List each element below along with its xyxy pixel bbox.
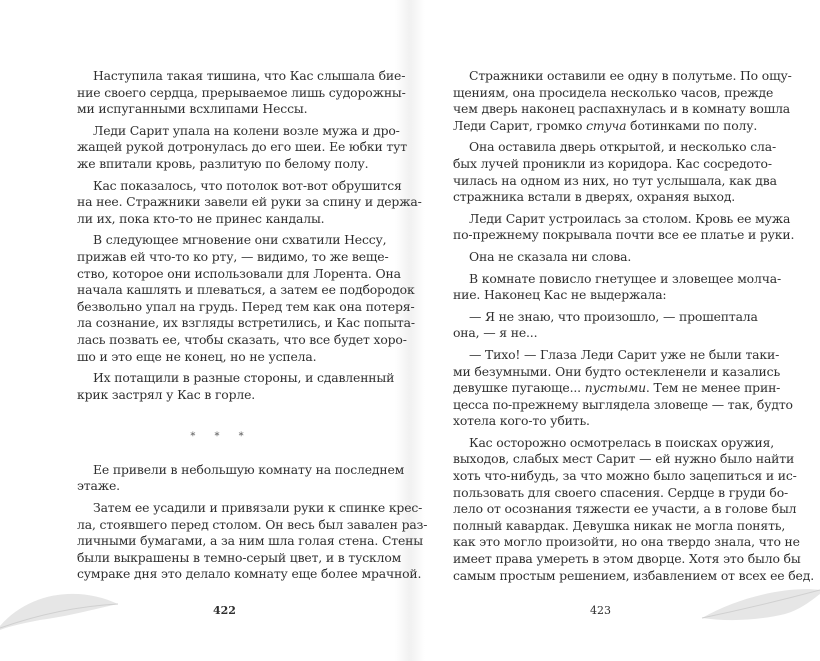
text-segment: Кас показалось, что потолок вот-вот обрушится (93, 177, 402, 193)
text-line (77, 84, 406, 102)
paragraph (453, 249, 741, 266)
text-line (453, 534, 800, 551)
text-segment: жащей рукой дотронулась до его шеи. Ее юбки тут (77, 139, 407, 155)
italic-word: стуча (586, 117, 627, 133)
paragraph (453, 270, 782, 304)
text-line (453, 139, 776, 156)
paragraph (453, 346, 793, 430)
text-line (77, 122, 400, 140)
text-line (77, 370, 395, 387)
left-section-2 (77, 461, 428, 583)
text-segment: Она не сказала ни слова. (469, 248, 632, 264)
text-segment: Она оставила дверь открытой, и несколько сла- (469, 139, 776, 155)
text-line (77, 68, 406, 85)
text-line (453, 308, 758, 326)
text-line (77, 566, 422, 583)
text-segment: она, — я не... (453, 325, 538, 341)
page-number-left: 422 (213, 604, 236, 617)
text-line (77, 177, 402, 195)
text-line (77, 139, 407, 156)
text-segment: ние своего сердца, прерываемое лишь судорожны- (77, 84, 406, 100)
text-segment: щениям, она просидела несколько часов, прежде (453, 84, 774, 100)
text-segment: прижав ей что-то ко рту, — видимо, то же веще- (77, 248, 389, 264)
text-line (77, 211, 365, 228)
text-segment: полный кавардак. Девушка никак не могла понять, (453, 517, 786, 533)
text-segment: — Я не знаю, что произошло, — прошептала (469, 308, 758, 324)
text-segment: ла, стоявшего перед столом. Он весь был завален раз- (77, 516, 428, 532)
text-segment: крик застрял у Кас в горле. (77, 386, 256, 402)
text-segment: — Тихо! — Глаза Леди Сарит уже не были таки- (469, 346, 780, 362)
text-segment: Ее привели в небольшую комнату на последнем (93, 461, 405, 477)
text-line (77, 101, 365, 118)
text-segment: стражника встали в дверях, охраняя выход. (453, 189, 736, 205)
text-line (453, 249, 741, 266)
text-segment: были выкрашены в темно-серый цвет, и в тусклом (77, 549, 402, 565)
text-segment: по-прежнему покрывала почти все ее платье и руки. (453, 227, 795, 243)
text-line (77, 461, 405, 479)
text-segment: самым простым решением, избавлением от всех ее бед. (453, 567, 814, 583)
feather-ornament-icon (0, 586, 120, 636)
text-segment: начала кашлять и плеваться, а затем ее подбородок (77, 282, 415, 298)
text-segment: шо и это еще не конец, но не успела. (77, 348, 317, 364)
text-segment: цесса по-прежнему выглядела зловеще — так, будто (453, 396, 793, 412)
text-line (453, 567, 814, 585)
paragraph (77, 461, 405, 495)
text-line (453, 517, 786, 535)
text-line (77, 549, 402, 567)
paragraph (77, 500, 428, 583)
text-segment: девушке пугающе... (453, 380, 585, 396)
text-line (77, 500, 423, 517)
text-line (77, 478, 365, 495)
text-line (453, 346, 780, 364)
paragraph (77, 232, 415, 365)
text-segment: бых лучей проникли из коридора. Кас сосредото- (453, 155, 772, 171)
text-line (77, 349, 365, 366)
paragraph (453, 68, 792, 134)
text-segment: ство, которое они использовали для Лорента. Она (77, 265, 401, 281)
text-line (453, 101, 791, 118)
text-segment: имеет права умереть в этом дворце. Хотя это было бы (453, 551, 801, 567)
right-text (453, 68, 814, 584)
text-line (453, 325, 741, 342)
text-segment: В следующее мгновение они схватили Нессу, (93, 232, 387, 248)
text-segment: Наступила такая тишина, что Кас слышала бие- (93, 68, 406, 83)
text-line (453, 380, 781, 397)
text-line (77, 232, 387, 249)
text-line (77, 265, 401, 283)
text-line (453, 270, 782, 288)
text-segment: Леди Сарит, громко (453, 117, 587, 133)
text-segment: Стражники оставили ее одну в полутьме. По ощу- (469, 68, 792, 83)
text-segment: выходов, слабых мест Сарит — ей нужно было найти (453, 451, 795, 467)
text-segment: личными бумагами, а за ним шла голая стена. Стены (77, 533, 423, 549)
text-line (453, 227, 795, 244)
text-line (453, 68, 792, 85)
text-segment: лась позвать ее, чтобы сказать, что все будет хоро- (77, 331, 407, 347)
text-segment: хотела кого-то убить. (453, 413, 590, 429)
left-page (77, 68, 428, 588)
text-line (453, 155, 772, 173)
text-segment: ла сознание, их взгляды встретились, и Кас попыта- (77, 315, 415, 331)
text-segment: лело от осознания тяжести ее участи, а в голове был (453, 501, 797, 517)
feather-ornament-icon (700, 586, 820, 636)
paragraph (77, 68, 406, 118)
right-page (453, 68, 814, 589)
paragraph (77, 177, 422, 228)
text-segment: В комнате повисло гнетущее и зловещее молча- (469, 270, 782, 286)
paragraph (453, 308, 758, 342)
text-line (453, 551, 801, 568)
text-line (453, 363, 781, 381)
text-segment: ми испуганными всхлипами Нессы. (77, 101, 308, 117)
text-line (453, 189, 741, 206)
text-segment: ми безумными. Они будто остекленели и казались (453, 363, 781, 379)
text-line (77, 516, 428, 534)
text-line (77, 248, 389, 266)
text-segment: безвольно упал на грудь. Перед тем как она потеря- (77, 298, 415, 314)
left-section-1 (77, 68, 422, 403)
paragraph (453, 139, 777, 205)
text-segment: как это могло произойти, но она твердо знала, что не (453, 534, 800, 550)
text-line (453, 287, 741, 304)
page-number-right: 423 (590, 604, 611, 617)
text-segment: на нее. Стражники завели ей руки за спину и держа- (77, 194, 422, 210)
text-segment: пользовать для своего спасения. Сердце в груди бо- (453, 484, 789, 500)
text-line (453, 84, 774, 102)
text-line (77, 282, 415, 299)
text-line (77, 194, 422, 211)
text-segment: Леди Сарит устроилась за столом. Кровь ее мужа (469, 210, 791, 226)
text-line (453, 468, 797, 485)
text-segment: Затем ее усадили и привязали руки к спинке крес- (93, 500, 423, 516)
text-line (77, 387, 365, 404)
text-line (453, 413, 741, 430)
text-line (77, 298, 415, 316)
text-line (453, 484, 789, 502)
text-segment: же впитали кровь, разлитую по белому полу. (77, 155, 369, 171)
text-line (453, 434, 775, 452)
text-line (77, 331, 407, 349)
text-segment: Их потащили в разные стороны, и сдавленный (93, 370, 395, 386)
text-segment: Леди Сарит упала на колени возле мужа и дро- (93, 122, 400, 138)
text-line (453, 210, 791, 228)
text-line (77, 533, 423, 550)
text-segment: этаже. (77, 478, 120, 494)
italic-word: пустыми (584, 380, 646, 396)
text-line (453, 451, 795, 468)
text-segment: Кас осторожно осмотрелась в поисках оружия, (469, 434, 775, 450)
paragraph (453, 210, 795, 244)
text-line (77, 315, 415, 332)
text-line (453, 396, 793, 414)
paragraph (453, 434, 814, 584)
text-line (453, 117, 758, 135)
text-line (453, 172, 777, 190)
paragraph (77, 370, 395, 403)
text-segment: . Тем не менее прин- (645, 380, 781, 396)
text-segment: ли их, пока кто-то не принес кандалы. (77, 210, 325, 226)
paragraph (77, 122, 407, 173)
text-segment: чем дверь наконец распахнулась и в комнату вошла (453, 101, 791, 117)
text-segment: ние. Наконец Кас не выдержала: (453, 287, 667, 303)
text-segment: чилась на одном из них, но тут услышала, как два (453, 172, 777, 188)
text-line (453, 501, 797, 518)
text-segment: сумраке дня это делало комнату еще более мрачной. (77, 566, 422, 582)
text-segment: хоть что-нибудь, за что можно было зацепиться и ис- (453, 468, 797, 484)
section-separator: * * * (190, 431, 252, 443)
text-line (77, 155, 369, 173)
text-segment: ботинками по полу. (626, 117, 758, 133)
